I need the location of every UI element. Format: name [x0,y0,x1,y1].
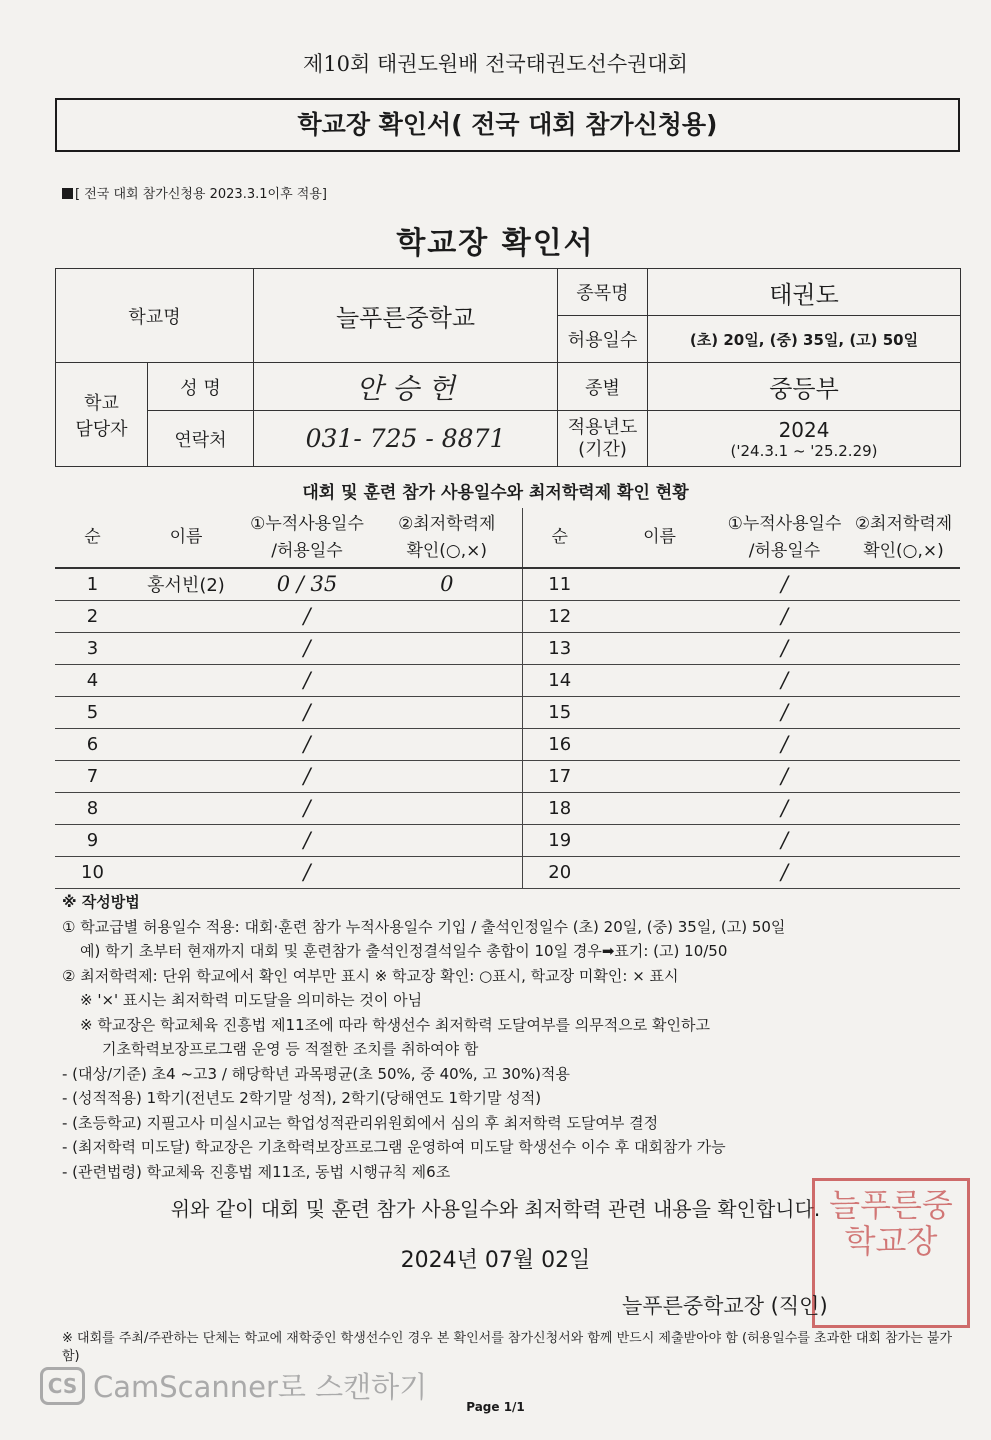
row-min [372,632,522,664]
table-row [55,728,960,760]
table-row [55,600,960,632]
row-min [372,664,522,696]
note-item: 기초학력보장프로그램 운영 등 적절한 조치를 취하여야 함 [102,1040,479,1058]
year-period: ('24.3.1 ~ '25.2.29) [730,441,878,460]
header-no: 순 [55,508,130,568]
year-cell [648,411,961,467]
footer-note: ※ 대회를 주최/주관하는 단체는 학교에 재학중인 학생선수인 경우 본 확인서를 참가신청서와 함께 반드시 제출받아야 함 (허용일수를 초과한 대회 참가는 불가함) [62,1331,953,1364]
row-usage: / [242,728,372,760]
note-item: - (성적적용) 1학기(전년도 2학기말 성적), 2학기(당해연도 1학기말 성적) [62,1089,542,1107]
table-header-row [55,508,960,568]
row-no: 13 [522,632,597,664]
info-table [55,268,961,467]
row-name [597,792,722,824]
row-no: 16 [522,728,597,760]
row-min [847,600,960,632]
row-name [130,856,242,888]
row-name [597,696,722,728]
row-usage: / [722,728,847,760]
sport-value: 태권도 [648,269,961,316]
row-min [372,728,522,760]
row-usage: / [242,600,372,632]
row-min [847,568,960,600]
row-min: 0 [372,568,522,600]
table-row [55,568,960,600]
row-usage: / [722,664,847,696]
manager-name-value: 안 승 헌 [254,363,558,411]
manager-label: 학교 담당자 [56,363,148,467]
year-value: 2024 [778,417,830,442]
allowed-value: (초) 20일, (중) 35일, (고) 50일 [648,316,961,363]
row-usage: / [242,632,372,664]
row-no: 19 [522,824,597,856]
table-row [55,792,960,824]
row-usage: / [722,792,847,824]
row-usage: / [722,600,847,632]
header-min-right: ②최저학력제 확인(○,×) [847,508,960,568]
header-name-right: 이름 [597,508,722,568]
row-no: 11 [522,568,597,600]
school-value: 늘푸른중학교 [254,269,558,363]
row-min [847,792,960,824]
row-name [130,760,242,792]
row-usage: / [722,856,847,888]
row-name [130,728,242,760]
row-name [597,760,722,792]
row-min [372,824,522,856]
row-usage: / [242,760,372,792]
header-usage: ①누적사용일수 /허용일수 [242,508,372,568]
row-min [847,856,960,888]
apply-note: [ 전국 대회 참가신청용 2023.3.1이후 적용] [62,183,327,202]
event-title: 제10회 태권도원배 전국태권도선수권대회 [303,52,688,76]
table-row [55,824,960,856]
row-no: 14 [522,664,597,696]
row-no: 2 [55,600,130,632]
row-name [130,600,242,632]
table-row [55,632,960,664]
confirmation-statement: 위와 같이 대회 및 훈련 참가 사용일수와 최저학력 관련 내용을 확인합니다. [170,1197,821,1221]
row-usage: / [722,696,847,728]
row-name [597,632,722,664]
camscanner-logo-icon: CS [40,1367,85,1405]
row-min [847,824,960,856]
sport-label: 종목명 [558,269,648,316]
row-no: 15 [522,696,597,728]
row-no: 18 [522,792,597,824]
square-bullet-icon [62,188,73,199]
row-name [130,792,242,824]
header-usage-right: ①누적사용일수 /허용일수 [722,508,847,568]
page-number: Page 1/1 [466,1400,525,1414]
row-name [597,664,722,696]
row-usage: / [242,792,372,824]
row-usage: / [722,568,847,600]
table-row [55,696,960,728]
row-name [130,824,242,856]
section-title: 대회 및 훈련 참가 사용일수와 최저학력제 확인 현황 [302,483,689,503]
row-min [847,728,960,760]
row-no: 12 [522,600,597,632]
header-min: ②최저학력제 확인(○,×) [372,508,522,568]
row-no: 4 [55,664,130,696]
main-title: 학교장 확인서 [396,226,595,261]
row-min [847,760,960,792]
note-item: ① 학교급별 허용일수 적용: 대회·훈련 참가 누적사용일수 기입 / 출석인정일수 (초) 20일, (중) 35일, (고) 50일 [62,917,786,936]
row-min [372,600,522,632]
row-usage: / [242,824,372,856]
participation-table [55,508,960,889]
row-min [372,760,522,792]
allowed-label: 허용일수 [558,316,648,363]
table-row [55,856,960,888]
note-item: 예) 학기 초부터 현재까지 대회 및 훈련참가 출석인정결석일수 총합이 10일 경우➡표기: (고) 10/50 [80,942,728,960]
row-name [597,856,722,888]
row-no: 9 [55,824,130,856]
writing-guide [62,890,962,1184]
principal-signature: 늘푸른중학교장 (직인) [622,1294,828,1318]
row-usage: / [722,632,847,664]
row-name [130,696,242,728]
note-item: - (최저학력 미도달) 학교장은 기초학력보장프로그램 운영하여 미도달 학생선수 이수 후 대회참가 가능 [62,1138,726,1156]
row-usage: / [722,760,847,792]
row-no: 20 [522,856,597,888]
note-item: - (대상/기준) 초4 ~고3 / 해당학년 과목평균(초 50%, 중 40%, 고 30%)적용 [62,1064,570,1083]
row-no: 7 [55,760,130,792]
row-min [372,856,522,888]
note-item: - (초등학교) 지필고사 미실시교는 학업성적관리위원회에서 심의 후 최저학력 도달여부 결정 [62,1113,659,1132]
contact-value: 031- 725 - 8871 [254,411,558,467]
row-usage: / [722,824,847,856]
row-no: 6 [55,728,130,760]
division-value: 중등부 [648,363,961,411]
row-name [597,728,722,760]
official-seal-stamp: 늘푸른중학교장 [812,1178,970,1328]
row-name [597,568,722,600]
row-min [847,696,960,728]
participation-table-body [55,508,960,888]
table-row [55,760,960,792]
notes-title: ※ 작성방법 [62,893,140,911]
document-box-title: 학교장 확인서( 전국 대회 참가신청용) [55,98,960,152]
school-label: 학교명 [56,269,254,363]
row-name [597,824,722,856]
document-date: 2024년 07월 02일 [400,1248,591,1273]
row-usage: / [242,664,372,696]
row-no: 8 [55,792,130,824]
row-min [372,792,522,824]
row-no: 1 [55,568,130,600]
row-name: 홍서빈(2) [130,568,242,600]
row-name [597,600,722,632]
row-no: 17 [522,760,597,792]
row-no: 3 [55,632,130,664]
row-usage: 0 / 35 [242,568,372,600]
watermark-text: CamScanner로 스캔하기 [93,1370,428,1404]
row-no: 10 [55,856,130,888]
row-min [847,632,960,664]
row-usage: / [242,696,372,728]
note-item: ※ '×' 표시는 최저학력 미도달을 의미하는 것이 아님 [80,991,423,1009]
row-min [372,696,522,728]
note-item: ※ 학교장은 학교체육 진흥법 제11조에 따라 학생선수 최저학력 도달여부를 의무적으로 확인하고 [80,1015,710,1034]
note-item: ② 최저학력제: 단위 학교에서 확인 여부만 표시 ※ 학교장 확인: ○표시, 학교장 미확인: × 표시 [62,966,679,985]
table-row [55,664,960,696]
note-item: - (관련법령) 학교체육 진흥법 제11조, 동법 시행규칙 제6조 [62,1162,451,1181]
row-no: 5 [55,696,130,728]
row-name [130,632,242,664]
header-name: 이름 [130,508,242,568]
header-no-right: 순 [522,508,597,568]
year-label: 적용년도 (기간) [558,411,648,467]
contact-label: 연락처 [148,411,254,467]
row-usage: / [242,856,372,888]
name-label: 성 명 [148,363,254,411]
row-name [130,664,242,696]
division-label: 종별 [558,363,648,411]
row-min [847,664,960,696]
